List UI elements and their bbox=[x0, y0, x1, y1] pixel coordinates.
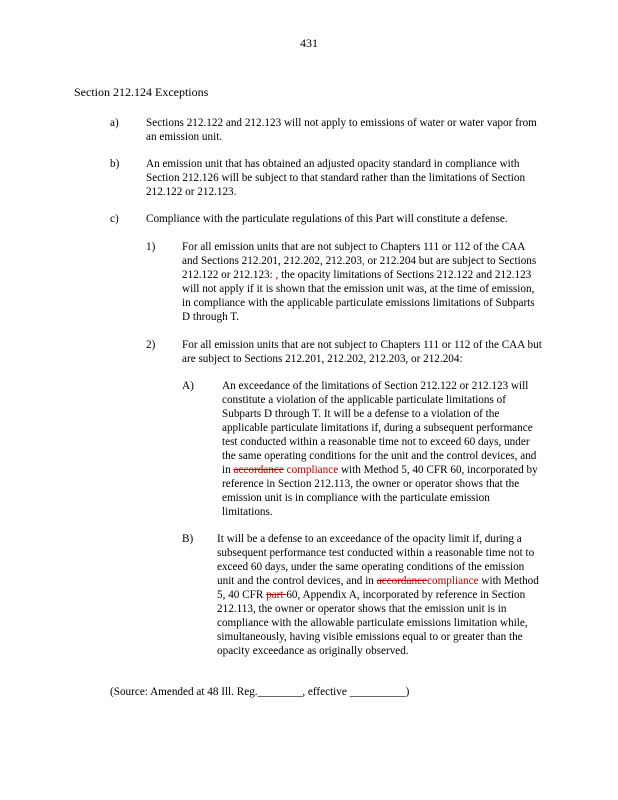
item-c2b-deleted-2: part bbox=[266, 589, 287, 601]
item-c2b-label: B) bbox=[182, 533, 194, 545]
source-note: (Source: Amended at 48 Ill. Reg.________, effective __________) bbox=[110, 686, 410, 698]
item-c2-text: For all emission units that are not subject to Chapters 111 or 112 of the CAA but are subject to Sections 212.201, 212.202, 212.203, or 212.204: bbox=[182, 339, 542, 365]
item-c2a-text bbox=[222, 379, 542, 519]
item-c2a-text-2: with Method 5, 40 CFR 60, incorporated by reference in Section 212.113, the owner or operator shows that the emission unit is in compliance with the particulate emission limitations. bbox=[222, 464, 538, 518]
item-c1-text-3: the opacity limitations of Sections 212.122 and 212.123 will not apply if it is shown that the emission unit was, at the time of emission, in compliance with the applicable particulate emissions limitations of Subparts D through T. bbox=[182, 269, 535, 323]
section-title: Section 212.124 Exceptions bbox=[74, 85, 209, 99]
item-c2b-text bbox=[217, 532, 539, 658]
item-c2b-deleted-1: accordance bbox=[376, 575, 428, 587]
item-c2b-text-1: It will be a defense to an exceedance of the opacity limit if, during a subsequent performance test conducted within a reasonable time not to exceed 60 days, under the same operating conditions of the emission unit and the control devices, and in bbox=[217, 533, 535, 587]
item-c2a-text-1: An exceedance of the limitations of Section 212.122 or 212.123 will constitute a violation of the applicable particulate limitations of Subparts D through T. It will be a defense to a violation of the applicable particulate limitations if, during a subsequent performance test conducted within a reasonable time not to exceed 60 days, under the same operating conditions for the unit and the control devices, and in bbox=[222, 380, 537, 476]
item-a-label: a) bbox=[110, 117, 119, 129]
item-c2a-deleted: accordance bbox=[233, 464, 284, 476]
item-c2a-label: A) bbox=[182, 380, 194, 392]
item-c2b-inserted-1: compliance bbox=[427, 575, 479, 587]
item-c1-text bbox=[182, 240, 542, 324]
item-c-label: c) bbox=[110, 213, 119, 225]
item-a-text: Sections 212.122 and 212.123 will not apply to emissions of water or water vapor from an emission unit. bbox=[146, 117, 537, 143]
item-c2-label: 2) bbox=[146, 339, 156, 351]
item-b-label: b) bbox=[110, 158, 120, 170]
item-c1-label: 1) bbox=[146, 241, 156, 253]
item-c1-text-1: For all emission units that are not subject to Chapters 111 or 112 of the CAA and Sections 212.201, 212.202, 212.203 bbox=[182, 241, 525, 267]
item-c2b-text-2: with Method 5, 40 CFR bbox=[217, 575, 539, 601]
item-c2b-text-3: 60, Appendix A, incorporated by reference in Section 212.113, the owner or operator shows that the emission unit is in compliance with the allowable particulate emissions limitation while, simultaneously, having visible emissions equal to or greater than the opacity exceedance as originally observed. bbox=[217, 589, 528, 657]
item-c1-inserted-1: , bbox=[361, 255, 365, 267]
item-c1-text-2: or 212.204 but are subject to Sections 212.122 or 212.123: bbox=[182, 255, 537, 281]
item-c2a-inserted: compliance bbox=[283, 464, 339, 476]
item-b-text: An emission unit that has obtained an adjusted opacity standard in compliance with Section 212.126 will be subject to that standard rather than the limitations of Section 212.122 or 212.123. bbox=[146, 158, 526, 198]
page-number: 431 bbox=[300, 36, 318, 50]
item-c-text: Compliance with the particulate regulations of this Part will constitute a defense. bbox=[146, 213, 508, 225]
item-c1-inserted-2: , bbox=[272, 269, 279, 281]
